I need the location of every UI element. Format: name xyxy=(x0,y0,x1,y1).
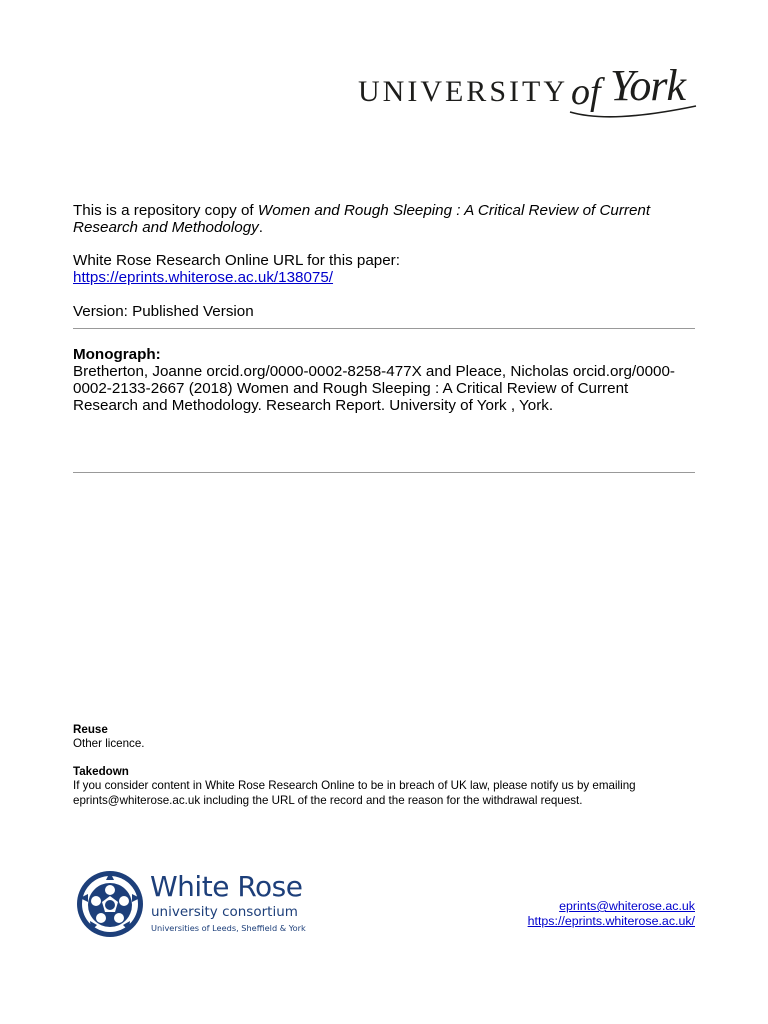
url-label: White Rose Research Online URL for this paper: xyxy=(73,252,400,269)
divider-bottom xyxy=(73,472,695,473)
logo-swash-icon xyxy=(568,102,698,120)
intro-suffix: . xyxy=(258,219,263,236)
reuse-section xyxy=(73,723,713,752)
divider-top xyxy=(73,328,695,329)
footer-url-link[interactable]: https://eprints.whiterose.ac.uk/ xyxy=(527,913,695,928)
logo-of-text: of xyxy=(571,71,601,113)
reuse-heading: Reuse xyxy=(73,723,108,736)
monograph-heading: Monograph: xyxy=(73,346,161,363)
paper-title: Women and Rough Sleeping : A Critical Review of Current Research and Methodology xyxy=(73,202,651,236)
university-of-york-logo xyxy=(358,61,698,122)
paper-url-link[interactable]: https://eprints.whiterose.ac.uk/138075/ xyxy=(73,269,334,286)
footer-links xyxy=(528,899,695,928)
repository-intro xyxy=(73,202,695,236)
logo-university-text: UNIVERSITY xyxy=(358,75,568,108)
white-rose-members: Universities of Leeds, Sheffield & York xyxy=(151,923,306,933)
logo-york-text: York xyxy=(610,61,686,110)
url-section xyxy=(73,252,695,286)
takedown-section xyxy=(73,765,713,808)
monograph-citation: Bretherton, Joanne orcid.org/0000-0002-8258-477X and Pleace, Nicholas orcid.org/0000-0002-2133-2667 (2018) Women and Rough Sleeping : A Critical Review of Current Research and Methodology. Research Report. University of York , York. xyxy=(73,363,675,414)
monograph-section xyxy=(73,346,695,414)
intro-prefix: This is a repository copy of xyxy=(73,202,258,219)
takedown-text: If you consider content in White Rose Research Online to be in breach of UK law, please notify us by emailing eprints@whiterose.ac.uk including the URL of the record and the reason for the withdrawal request. xyxy=(73,779,636,807)
white-rose-emblem-icon xyxy=(74,868,146,940)
reuse-text: Other licence. xyxy=(73,737,145,751)
white-rose-title: White Rose xyxy=(150,870,303,903)
takedown-heading: Takedown xyxy=(73,765,129,778)
footer-email-link[interactable]: eprints@whiterose.ac.uk xyxy=(559,899,695,913)
white-rose-logo xyxy=(74,868,306,942)
version-text: Version: Published Version xyxy=(73,303,254,320)
white-rose-subtitle: university consortium xyxy=(151,904,298,920)
